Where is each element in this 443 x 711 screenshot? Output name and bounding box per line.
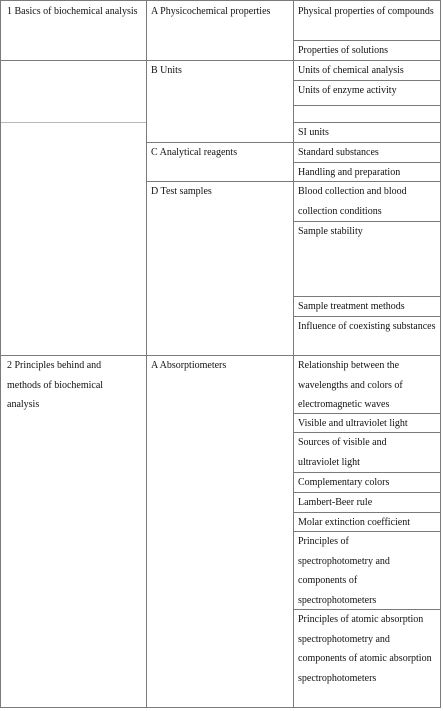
- item-cell: Influence of coexisting substances: [298, 321, 436, 332]
- item-cell: Sample stability: [298, 226, 363, 237]
- grid-line: [0, 60, 441, 61]
- item-cell: SI units: [298, 127, 329, 138]
- grid-line: [294, 472, 441, 473]
- item-cell: Principles of spectrophotometry and components of spectrophotometers: [298, 536, 390, 606]
- section-title: 2 Principles behind and methods of biochemical analysis: [7, 360, 104, 410]
- grid-line: [294, 413, 441, 414]
- item-cell: Sample treatment methods: [298, 301, 405, 312]
- item-cell: Units of enzyme activity: [298, 85, 397, 96]
- grid-line: [294, 162, 441, 163]
- category-title: B Units: [151, 65, 182, 76]
- item-cell: Relationship between the wavelengths and colors of electromagnetic waves: [298, 360, 403, 410]
- grid-line: [0, 0, 441, 1]
- grid-line: [0, 122, 147, 123]
- grid-line: [294, 512, 441, 513]
- item-cell: Properties of solutions: [298, 45, 388, 56]
- item-cell: Lambert-Beer rule: [298, 497, 373, 508]
- item-cell: Molar extinction coefficient: [298, 517, 410, 528]
- item-cell: Complementary colors: [298, 477, 390, 488]
- grid-line: [0, 355, 441, 356]
- grid-line: [147, 142, 441, 143]
- category-title: C Analytical reagents: [151, 147, 238, 158]
- grid-line: [294, 40, 441, 41]
- grid-line: [294, 80, 441, 81]
- item-cell: Blood collection and blood collection conditions: [298, 186, 407, 217]
- grid-line: [294, 432, 441, 433]
- item-cell: Physical properties of compounds: [298, 6, 434, 17]
- grid-line: [0, 707, 441, 708]
- category-title: A Absorptiometers: [151, 360, 227, 371]
- grid-line: [0, 0, 1, 708]
- section-title: 1 Basics of biochemical analysis: [7, 6, 138, 17]
- grid-line: [147, 181, 441, 182]
- category-title: A Physicochemical properties: [151, 6, 271, 17]
- grid-line: [294, 316, 441, 317]
- item-cell: Units of chemical analysis: [298, 65, 404, 76]
- grid-line: [294, 609, 441, 610]
- grid-line: [293, 0, 294, 708]
- grid-line: [294, 105, 441, 106]
- grid-line: [294, 531, 441, 532]
- item-cell: Visible and ultraviolet light: [298, 418, 408, 429]
- item-cell: Sources of visible and ultraviolet light: [298, 437, 387, 468]
- grid-line: [294, 221, 441, 222]
- item-cell: Principles of atomic absorption spectrophotometry and components of atomic absorption spectrophotometers: [298, 614, 432, 684]
- grid-line: [294, 122, 441, 123]
- grid-line: [440, 0, 441, 708]
- item-cell: Handling and preparation: [298, 167, 401, 178]
- grid-line: [294, 296, 441, 297]
- item-cell: Standard substances: [298, 147, 379, 158]
- grid-line: [146, 0, 147, 708]
- category-title: D Test samples: [151, 186, 212, 197]
- grid-line: [294, 492, 441, 493]
